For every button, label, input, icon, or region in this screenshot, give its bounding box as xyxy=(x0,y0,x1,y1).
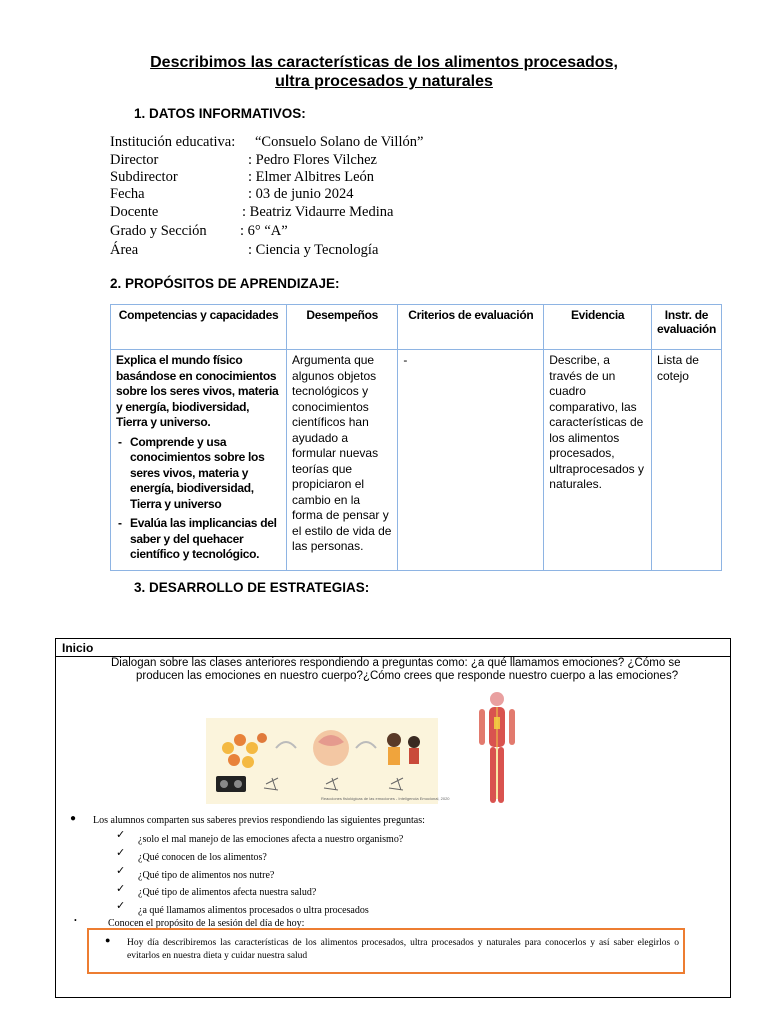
table-header: Criterios de evaluación xyxy=(398,305,544,350)
info-value: : 6° “A” xyxy=(240,223,288,239)
bullet-icon: ● xyxy=(70,813,77,824)
table-row xyxy=(111,350,722,571)
info-label: Subdirector xyxy=(110,169,178,185)
section-heading-datos: 1. DATOS INFORMATIVOS: xyxy=(134,106,306,121)
human-body-figure xyxy=(472,689,522,809)
evidencia-cell: Describe, a través de un cuadro comparativo, las características de los alimentos procesados, ultraprocesados y naturales. xyxy=(544,350,652,571)
info-value: : Pedro Flores Vilchez xyxy=(248,152,377,168)
checkmark-icon: ✓ xyxy=(116,865,126,877)
question-item: ¿Qué tipo de alimentos afecta nuestra salud? xyxy=(138,887,317,898)
table-header: Evidencia xyxy=(544,305,652,350)
table-header: Instr. de evaluación xyxy=(651,305,721,350)
human-body-icon xyxy=(472,689,522,809)
section-heading-desarrollo: 3. DESARROLLO DE ESTRATEGIAS: xyxy=(134,580,370,595)
checkmark-icon: ✓ xyxy=(116,883,126,895)
page-title-line2: ultra procesados y naturales xyxy=(275,73,493,90)
proposito-text: Hoy día describiremos las características de los alimentos procesados, ultra procesados y naturales para conocerlos y así saber elegirlos o evitarlos en nuestra dieta y cuidar nuestra salud xyxy=(127,938,679,961)
capacidad-item: - Evalúa las implicancias del saber y del quehacer científico y tecnológico. xyxy=(130,516,281,563)
checkmark-icon: ✓ xyxy=(116,900,126,912)
illustration-caption: Reacciones fisiológicas de las emociones - Inteligencia Emocional, 2020 xyxy=(321,796,450,801)
table-header: Desempeños xyxy=(287,305,398,350)
info-label: Institución educativa: xyxy=(110,134,236,150)
capacidades-list xyxy=(116,435,281,563)
info-label: Director xyxy=(110,152,159,168)
inicio-label: Inicio xyxy=(62,641,94,655)
table-header-row xyxy=(111,305,722,350)
competencia-cell xyxy=(111,350,287,571)
emotions-diagram-icon xyxy=(206,718,438,804)
capacidad-item: - Comprende y usa conocimientos sobre los seres vivos, materia y energía, biodiversidad, Tierra y universo xyxy=(130,435,281,513)
desempeno-cell: Argumenta que algunos objetos tecnológicos y conocimientos científicos han ayudado a formular nuevas teorías que propiciaron el cambio en la forma de pensar y el estilo de vida de las personas. xyxy=(287,350,398,571)
inicio-header-row xyxy=(56,639,730,657)
competencia-text: Explica el mundo físico basándose en conocimientos sobre los seres vivos, materia y energía, biodiversidad, Tierra y universo. xyxy=(116,353,279,429)
question-item: ¿Qué tipo de alimentos nos nutre? xyxy=(138,870,275,881)
bullet-icon: ● xyxy=(105,935,111,945)
info-block xyxy=(110,134,510,260)
proposito-intro: Conocen el propósito de la sesión del día de hoy: xyxy=(108,918,305,929)
info-value: : Ciencia y Tecnología xyxy=(248,242,379,258)
learning-objectives-table xyxy=(110,304,722,571)
criterios-cell: - xyxy=(398,350,544,571)
proposito-box xyxy=(87,928,685,974)
question-item: ¿solo el mal manejo de las emociones afecta a nuestro organismo? xyxy=(138,834,404,845)
info-label: Fecha xyxy=(110,186,145,202)
checkmark-icon: ✓ xyxy=(116,847,126,859)
bullet-icon: • xyxy=(74,916,77,925)
info-label: Área xyxy=(110,242,139,258)
info-label: Docente xyxy=(110,204,159,220)
section-heading-propositos: 2. PROPÓSITOS DE APRENDIZAJE: xyxy=(110,276,340,291)
info-label: Grado y Sección xyxy=(110,223,207,239)
instrumento-cell: Lista de cotejo xyxy=(651,350,721,571)
question-item: ¿Qué conocen de los alimentos? xyxy=(138,852,267,863)
info-value: : 03 de junio 2024 xyxy=(248,186,354,202)
info-value: : Beatriz Vidaurre Medina xyxy=(242,204,394,220)
page-title: Describimos las características de los alimentos procesados, xyxy=(150,54,618,71)
saberes-text: Los alumnos comparten sus saberes previos respondiendo las siguientes preguntas: xyxy=(93,815,425,826)
info-value: “Consuelo Solano de Villón” xyxy=(255,134,424,150)
emotions-illustration xyxy=(206,718,450,804)
inicio-text: Dialogan sobre las clases anteriores respondiendo a preguntas como: ¿a qué llamamos emociones? ¿Cómo se producen las emociones en nuestro cuerpo?¿Cómo crees que responde nuestro cuerpo a las emociones? xyxy=(111,657,681,682)
table-header: Competencias y capacidades xyxy=(111,305,287,350)
question-item: ¿a qué llamamos alimentos procesados o ultra procesados xyxy=(138,905,369,916)
info-value: : Elmer Albitres León xyxy=(248,169,375,185)
checkmark-icon: ✓ xyxy=(116,829,126,841)
